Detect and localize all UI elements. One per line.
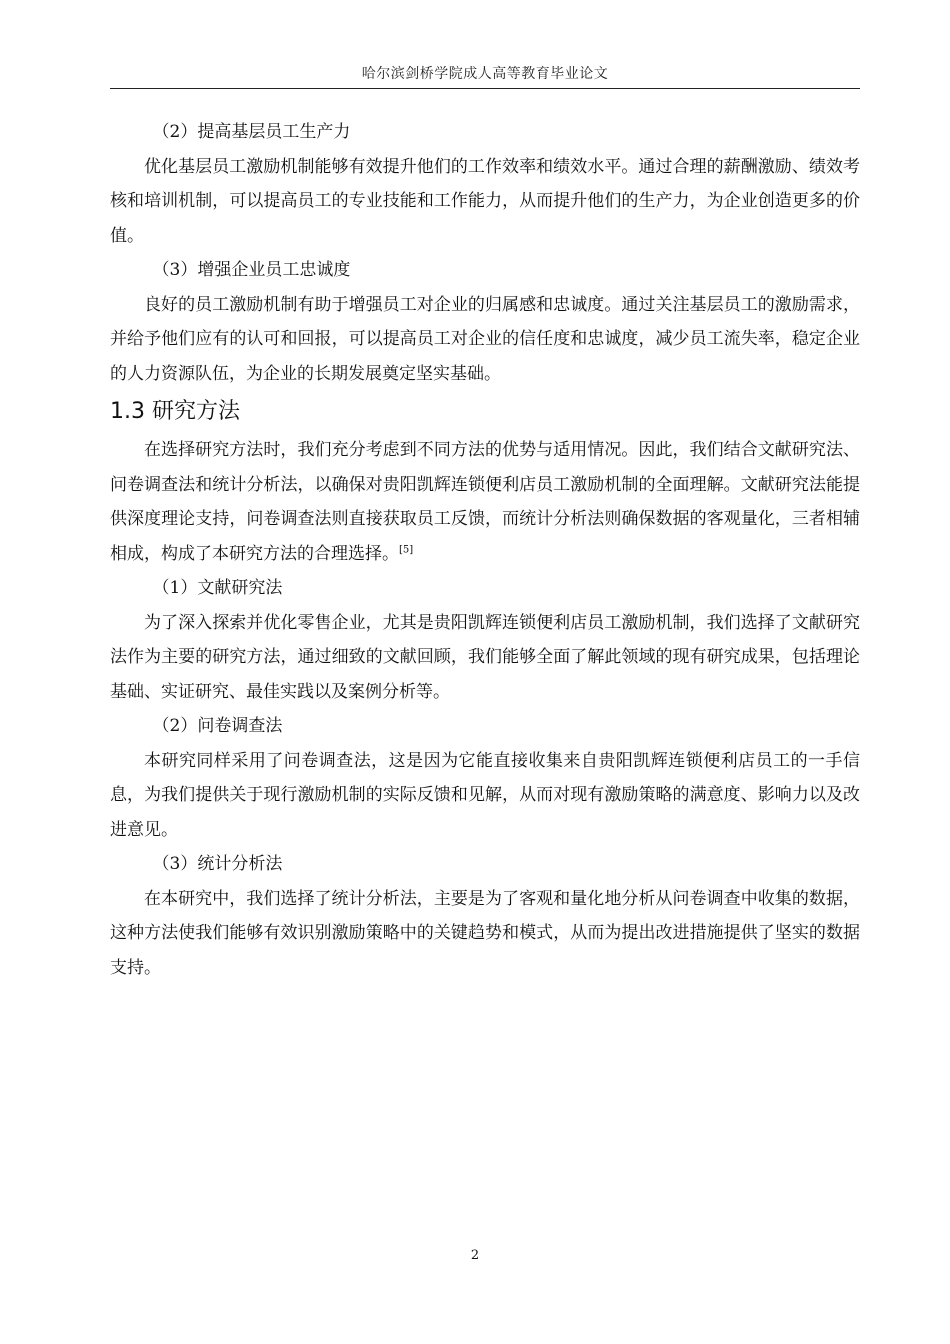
- paragraph-method-choice-text: 在选择研究方法时，我们充分考虑到不同方法的优势与适用情况。因此，我们结合文献研究法、问卷调查法和统计分析法，以确保对贵阳凯辉连锁便利店员工激励机制的全面理解。文献研究法能提供深度理论支持，问卷调查法则直接获取员工反馈，而统计分析法则确保数据的客观量化，三者相辅相成，构成了本研究方法的合理选择。: [110, 440, 860, 564]
- section-heading-research-methods: 1.3 研究方法: [110, 399, 240, 424]
- paragraph-literature: 为了深入探索并优化零售企业，尤其是贵阳凯辉连锁便利店员工激励机制，我们选择了文献研究法作为主要的研究方法，通过细致的文献回顾，我们能够全面了解此领域的现有研究成果，包括理论基础、实证研究、最佳实践以及案例分析等。: [110, 612, 860, 702]
- paragraph-method-choice: [110, 433, 860, 571]
- paragraph-statistics: 在本研究中，我们选择了统计分析法，主要是为了客观和量化地分析从问卷调查中收集的数据，这种方法使我们能够有效识别激励策略中的关键趋势和模式，从而为提出改进措施提供了坚实的数据支持。: [110, 888, 860, 978]
- citation-ref: [5]: [399, 543, 414, 555]
- method-title-statistics: （3）统计分析法: [152, 854, 283, 874]
- page-header: 哈尔滨剑桥学院成人高等教育毕业论文: [361, 66, 609, 82]
- header-divider: [110, 88, 860, 89]
- subsection-title-loyalty: （3）增强企业员工忠诚度: [152, 260, 351, 280]
- subsection-title-productivity: （2）提高基层员工生产力: [152, 122, 351, 142]
- method-title-questionnaire: （2）问卷调查法: [152, 716, 283, 736]
- method-title-literature: （1）文献研究法: [152, 578, 283, 598]
- paragraph-productivity: 优化基层员工激励机制能够有效提升他们的工作效率和绩效水平。通过合理的薪酬激励、绩效考核和培训机制，可以提高员工的专业技能和工作能力，从而提升他们的生产力，为企业创造更多的价值。: [110, 156, 860, 246]
- paragraph-questionnaire: 本研究同样采用了问卷调查法，这是因为它能直接收集来自贵阳凯辉连锁便利店员工的一手信息，为我们提供关于现行激励机制的实际反馈和见解，从而对现有激励策略的满意度、影响力以及改进意见。: [110, 750, 860, 840]
- page-number: 2: [470, 1248, 480, 1263]
- page-body: [110, 115, 860, 985]
- paragraph-loyalty: 良好的员工激励机制有助于增强员工对企业的归属感和忠诚度。通过关注基层员工的激励需求，并给予他们应有的认可和回报，可以提高员工对企业的信任度和忠诚度，减少员工流失率，稳定企业的人力资源队伍，为企业的长期发展奠定坚实基础。: [110, 294, 860, 384]
